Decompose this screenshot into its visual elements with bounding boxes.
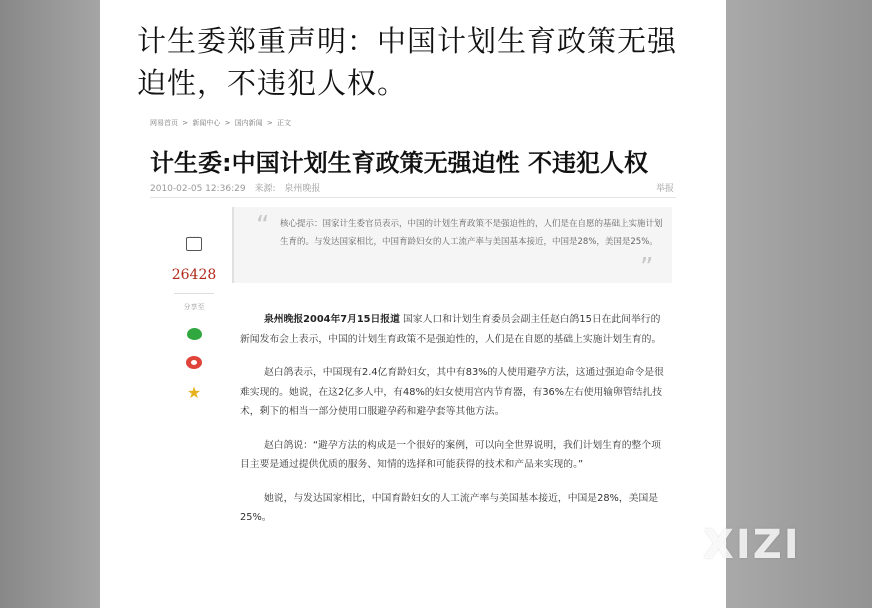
right-backdrop [726,0,872,608]
paragraph [240,363,670,422]
quote-close-icon: ” [640,253,654,283]
article-date: 2010-02-05 12:36:29 [150,184,246,194]
source-label: 来源: [254,184,276,194]
paragraph-text: 她说，与发达国家相比，中国育龄妇女的人工流产率与美国基本接近，中国是28%，美国是25%。 [240,492,659,523]
paragraph [240,489,670,528]
breadcrumb-current: 正文 [277,119,292,127]
paragraph-text: 赵白鸽说：“避孕方法的构成是一个很好的案例，可以向全世界说明，我们计划生育的整个项目主要是通过提供优质的服务、知情的选择和可能获得的技术和产品来实现的。” [240,439,661,470]
breadcrumb [150,118,293,128]
report-link[interactable]: 举报 [655,184,674,194]
sidebar-divider [174,293,214,294]
article-meta [150,181,326,194]
left-backdrop [0,0,100,608]
paragraph [240,310,670,349]
paragraph-lead: 泉州晚报2004年7月15日报道 [264,314,400,325]
article-screenshot [140,105,700,608]
star-icon[interactable]: ★ [186,383,202,402]
breadcrumb-separator: > [224,119,231,127]
weibo-icon[interactable] [186,356,202,369]
article-title: 计生委:中国计划生育政策无强迫性 不违犯人权 [150,149,648,177]
xizi-watermark-logo: XIZI [703,522,801,568]
wechat-icon[interactable] [187,328,202,340]
comment-icon[interactable] [186,237,202,251]
paragraph-text: 赵白鸽表示，中国现有2.4亿育龄妇女，其中有83%的人使用避孕方法，这通过强迫命令是很难实现的。她说，在这2亿多人中，有48%的妇女使用宫内节育器，有36%左右使用输卵管结扎技术，剩下的相当一部分使用口服避孕药和避孕套等其他方法。 [240,367,664,417]
article-body [240,310,670,542]
article-source[interactable]: 泉州晚报 [284,184,321,194]
summary-text: 核心提示：国家计生委官员表示，中国的计划生育政策不是强迫性的，人们是在自愿的基础上实施计划生育的。与发达国家相比，中国育龄妇女的人工流产率与美国基本接近，中国是28%，美国是25%。 [280,219,663,247]
breadcrumb-separator: > [266,119,273,127]
breadcrumb-home[interactable]: 网易首页 [150,119,178,127]
breadcrumb-domestic-news[interactable]: 国内新闻 [234,119,263,127]
share-label: 分享至 [183,303,205,311]
paragraph [240,436,670,475]
breadcrumb-separator: > [182,119,189,127]
breadcrumb-news-center[interactable]: 新闻中心 [192,119,221,127]
title-divider [150,197,676,198]
quote-open-icon: “ [256,211,270,241]
post-headline: 计生委郑重声明：中国计划生育政策无强迫性，不违犯人权。 [137,24,678,100]
article-sidebar [164,237,224,401]
paragraph-text: 国家人口和计划生育委员会副主任赵白鸽15日在此间举行的新闻发布会上表示，中国的计划生育政策不是强迫性的，人们是在自愿的基础上实施计划生育的。 [240,314,662,345]
comment-count[interactable]: 26428 [171,267,217,283]
